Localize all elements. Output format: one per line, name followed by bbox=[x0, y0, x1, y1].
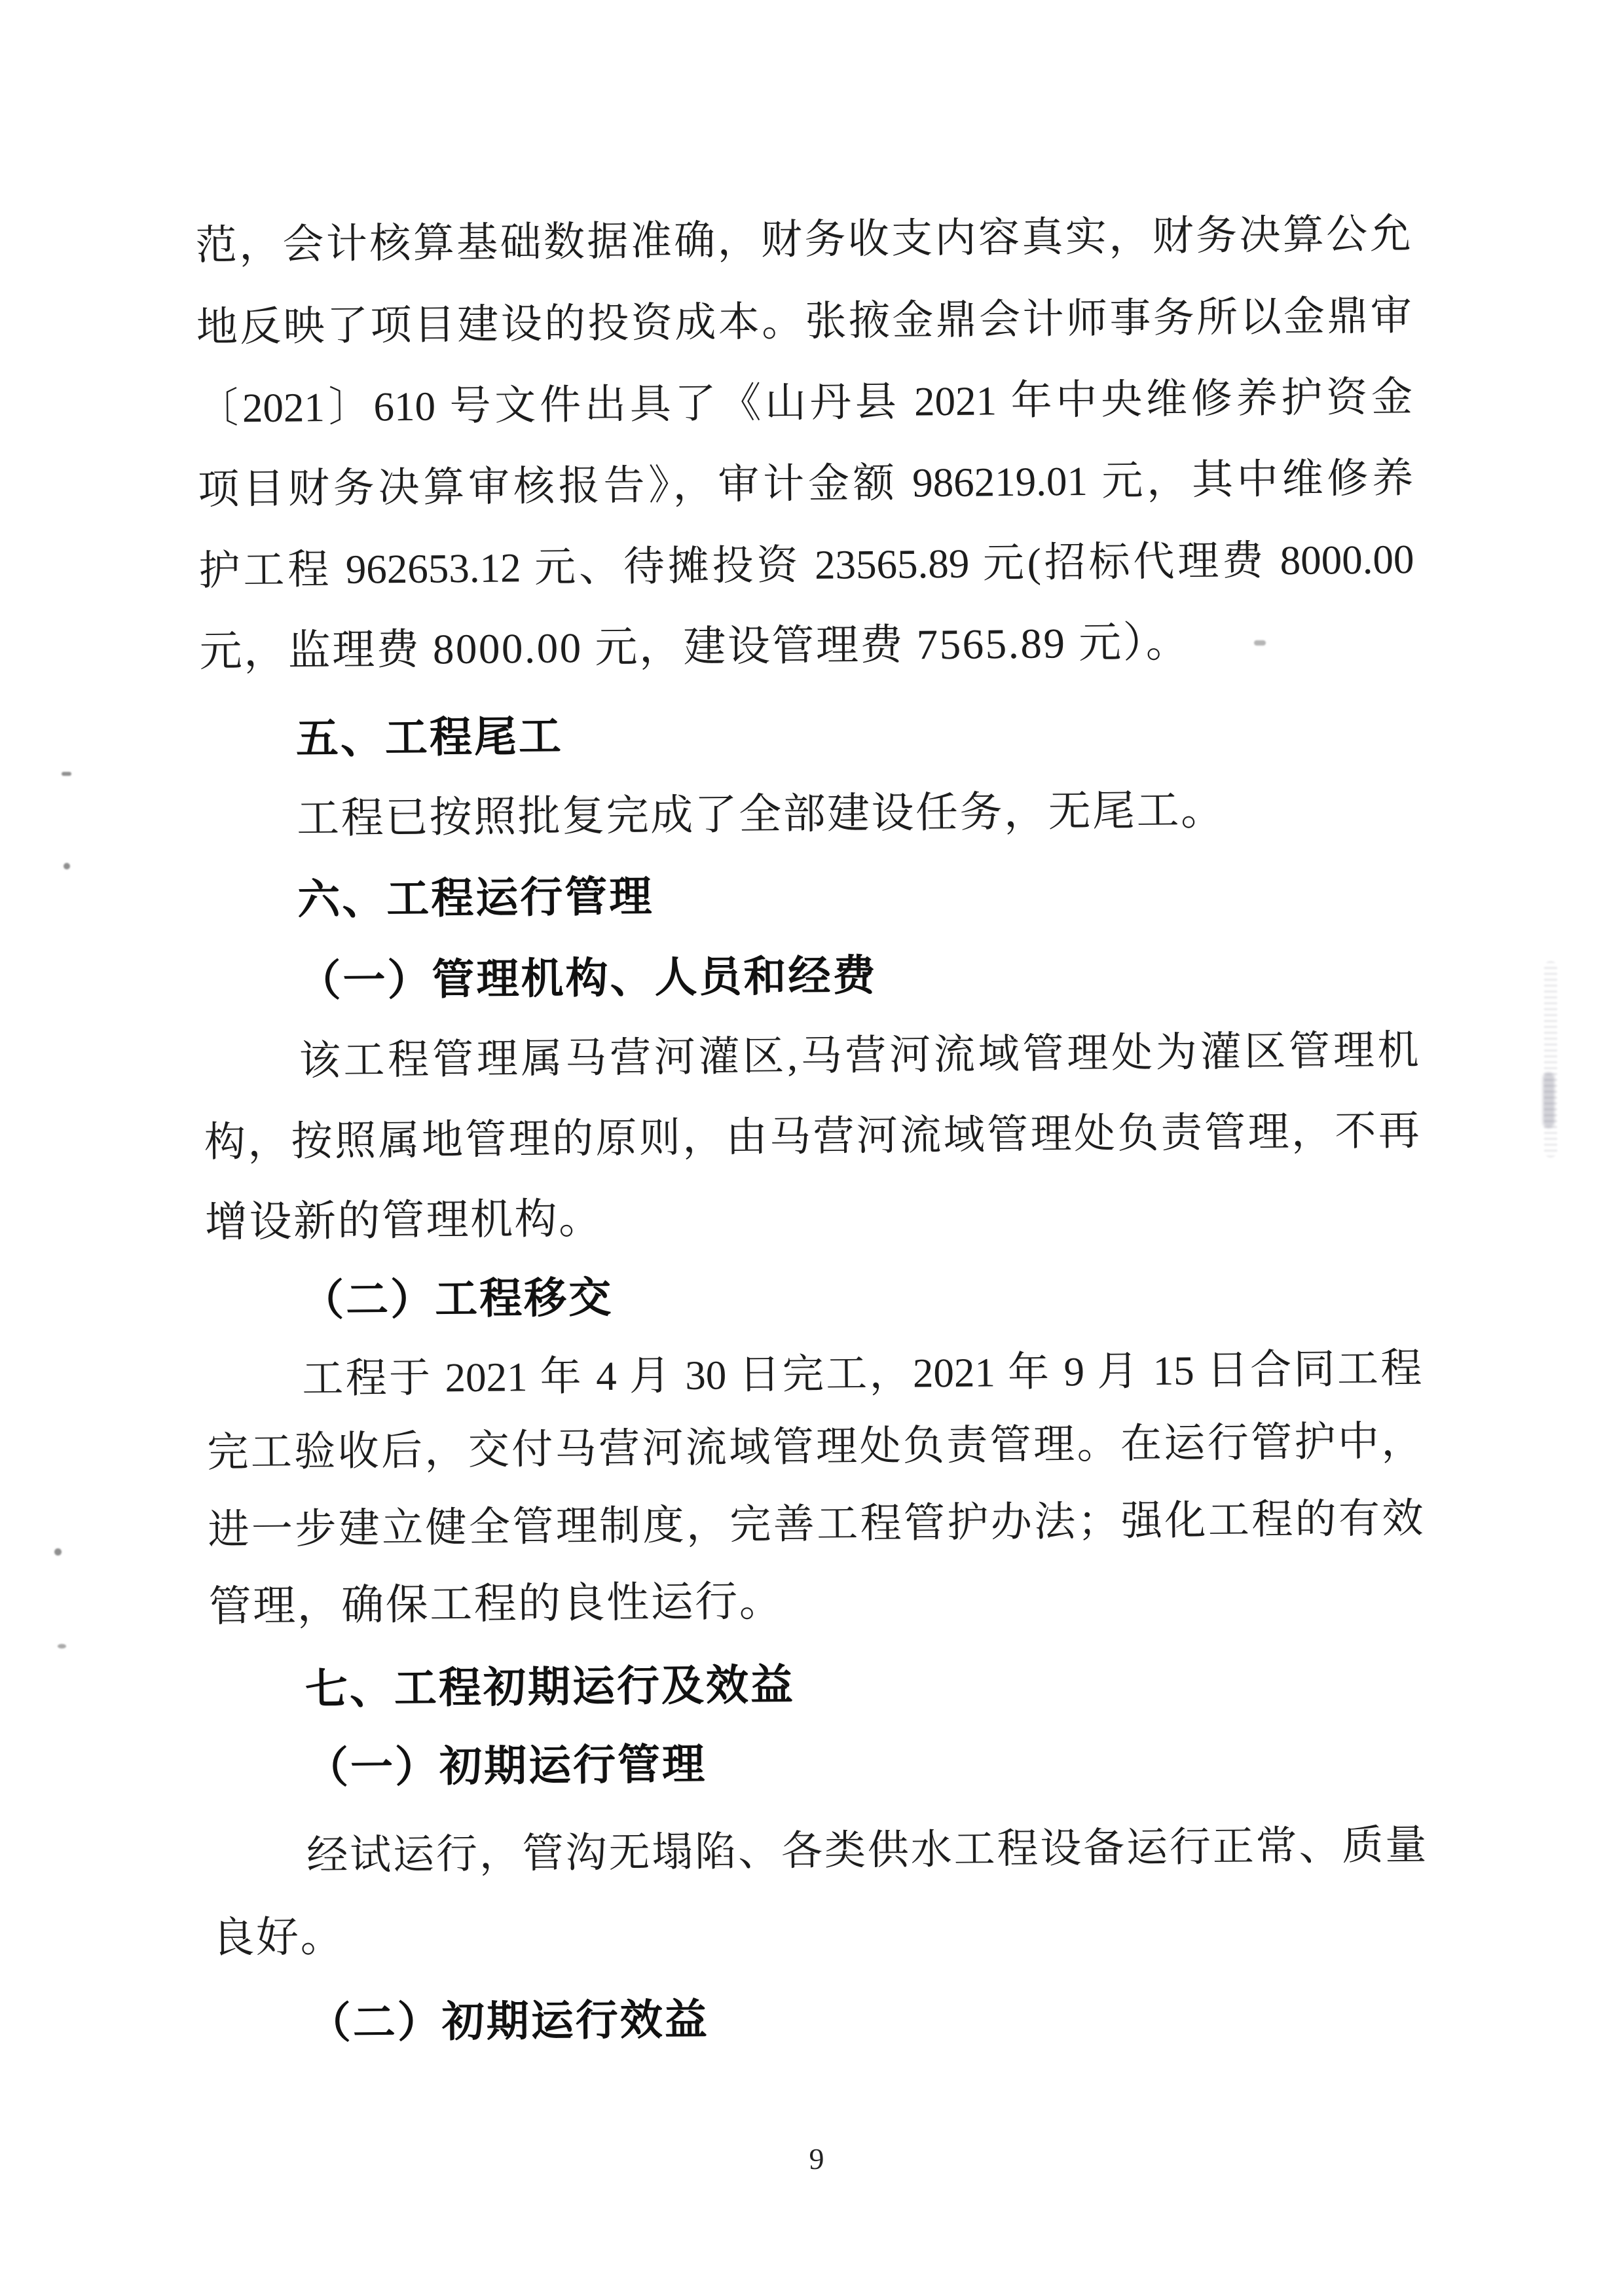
subsection-heading: （一）管理机构、人员和经费 bbox=[298, 951, 877, 1005]
paragraph-line: 进一步建立健全管理制度，完善工程管护办法；强化工程的有效 bbox=[208, 1495, 1424, 1553]
subsection-heading: （二）工程移交 bbox=[301, 1273, 614, 1324]
section-heading: 六、工程运行管理 bbox=[297, 872, 654, 924]
paragraph-line: 工程于 2021 年 4 月 30 日完工，2021 年 9 月 15 日合同工程 bbox=[302, 1345, 1422, 1402]
paragraph-line: 构，按照属地管理的原则，由马营河流域管理处负责管理，不再 bbox=[204, 1108, 1420, 1165]
paragraph-line: 该工程管理属马营河灌区,马营河流域管理处为灌区管理机 bbox=[299, 1027, 1419, 1084]
section-heading: 七、工程初期运行及效益 bbox=[304, 1660, 796, 1713]
scan-speck bbox=[54, 1548, 62, 1556]
paragraph-line: 元，监理费 8000.00 元，建设管理费 7565.89 元）。 bbox=[199, 619, 1190, 676]
subsection-heading: （一）初期运行管理 bbox=[305, 1740, 707, 1792]
paragraph-line: 护工程 962653.12 元、待摊投资 23565.89 元(招标代理费 8000.00 bbox=[198, 536, 1414, 594]
scan-speck bbox=[58, 1644, 66, 1649]
paragraph-line: 〔2021〕610 号文件出具了《山丹县 2021 年中央维修养护资金 bbox=[196, 374, 1413, 431]
paragraph-line: 管理，确保工程的良性运行。 bbox=[208, 1578, 784, 1631]
page-number: 9 bbox=[809, 2142, 824, 2176]
paragraph-line: 项目财务决算审核报告》，审计金额 986219.01 元，其中维修养 bbox=[197, 455, 1414, 513]
scan-speck bbox=[1254, 640, 1266, 646]
paragraph-line: 范，会计核算基础数据准确，财务收支内容真实，财务决算公允 bbox=[195, 211, 1411, 268]
paragraph-line: 经试运行，管沟无塌陷、各类供水工程设备运行正常、质量 bbox=[306, 1822, 1427, 1879]
paragraph-line: 增设新的管理机构。 bbox=[204, 1195, 603, 1247]
paragraph-line: 良好。 bbox=[212, 1913, 345, 1962]
scan-speck bbox=[62, 772, 71, 776]
paragraph-line: 完工验收后，交付马营河流域管理处负责管理。在运行管护中， bbox=[207, 1418, 1423, 1476]
section-heading: 五、工程尾工 bbox=[295, 712, 564, 763]
scan-noise-blob bbox=[1543, 1072, 1555, 1128]
scan-speck bbox=[64, 863, 70, 869]
paragraph-line: 工程已按照批复完成了全部建设任务，无尾工。 bbox=[296, 786, 1225, 843]
paragraph-line: 地反映了项目建设的投资成本。张掖金鼎会计师事务所以金鼎审 bbox=[196, 293, 1412, 350]
scan-noise-streak bbox=[1544, 961, 1557, 1157]
subsection-heading: （二）初期运行效益 bbox=[308, 1995, 710, 2047]
